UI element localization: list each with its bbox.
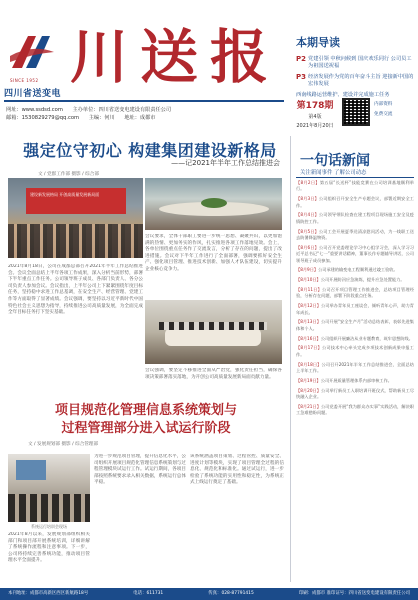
- news-item-date: 【8月3日】: [296, 196, 319, 202]
- logo-org-name: 四川省送变电: [4, 89, 62, 99]
- news-item[interactable]: [296, 336, 414, 342]
- page-footer: [0, 588, 418, 600]
- news-item-text: 公司党委开展“我为群众办实事”实践活动，解决职工急难愁盼问题。: [296, 403, 414, 416]
- news-item-date: 【8月13日】: [296, 319, 321, 325]
- issue-info: [290, 98, 340, 129]
- issue-date: 2021年8月20日: [296, 123, 334, 129]
- news-section-subtitle: 关注新闻事件 了解公司动态: [300, 170, 367, 176]
- news-item[interactable]: [296, 319, 414, 332]
- news-item-date: 【8月11日】: [296, 287, 322, 293]
- article1-column-2: 会议要求，全体干部职工要进一步统一思想、凝聚共识，以更加饱满的热情、更加务实的作风，扎实推进各项工作落地见效。会上，各单位围绕重点任务作了交流发言，分析了存在的问题，提出了改进措施。会议对下半年工作进行了全面部署，强调要抓好安全生产、强化项目管理、推进技术创新、加强人才队伍建设，切实提升企业核心竞争力。: [145, 234, 282, 272]
- article2-photo-training: [8, 454, 90, 522]
- news-item-date: 【8月20日】: [296, 387, 321, 393]
- article2-column-2: 该系统涵盖项目策划、过程管控、质量安全、进度计划等模块，实现了项目管理全过程的信息化、规范化和标准化。通过试运行，进一步检验了系统功能的实用性和稳定性，为系统正式上线运行奠定了基础。: [190, 454, 284, 486]
- news-item-date: 【8月16日】: [296, 335, 321, 341]
- news-item[interactable]: [296, 362, 414, 375]
- news-item-text: 公司领导带队检查在建工程项目现场施工安全及疫情防控工作。: [296, 212, 414, 224]
- brief-title: 本期导读: [296, 36, 340, 49]
- news-section-title: 一句话新闻: [300, 153, 370, 169]
- article2-headline-line2: 过程管理部分进入试运行阶段: [61, 421, 231, 436]
- article1-photo-conference: [145, 178, 282, 230]
- brief-page-number: P2: [296, 55, 307, 63]
- logo-since: SINCE 1952: [10, 78, 39, 83]
- footer-address: 本刊地址：成都市高新区西区新航路18号: [8, 591, 89, 596]
- news-item-date: 【8月19日】: [296, 377, 321, 383]
- company-logo: [6, 26, 58, 78]
- news-item[interactable]: [296, 404, 414, 417]
- news-item-date: 【8月21日】: [296, 403, 321, 409]
- brief-item-text: 经济发展作为党的百年奋斗主旨 迎接新中国的宏伟发展: [308, 74, 414, 87]
- article1-column-1: 2021年8月18日，公司在成都总部召开2021年半年工作总结推进会。会议全面总结上半年各项工作成果，深入分析当前形势，部署下半年重点工作任务。公司领导班子成员、各部门负责人、各分公司负责人参加会议。会议指出，上半年公司上下紧紧围绕年度目标任务，坚持稳中求进工作总基调，在安全生产、经营管理、党建工作等方面取得了显著成绩。会议强调，要坚持以习近平新时代中国特色社会主义思想为指导，持续推进公司高质量发展，为全面完成全年目标任务打下坚实基础。: [8, 264, 143, 316]
- news-item[interactable]: [296, 345, 414, 358]
- news-item[interactable]: [296, 303, 414, 316]
- article2-byline: 文 / 发展规划部 摄影 / 综合管理部: [28, 442, 99, 447]
- email-text: 邮箱：1530829279@qq.com: [6, 115, 80, 121]
- sponsor-text: 主办单位：四川省送变电建设有限责任公司: [72, 107, 172, 113]
- brief-extra: 西南线路运营维护、建设并完成施工任务: [296, 92, 390, 98]
- news-item-text: 公司承建的输变电工程顺利通过竣工验收。: [318, 267, 398, 273]
- article1-headline[interactable]: 强定位守初心 构建集团建设新格局: [23, 141, 277, 160]
- news-item-date: 【8月9日】: [296, 267, 319, 273]
- news-item-date: 【8月6日】: [296, 244, 319, 250]
- news-item[interactable]: [296, 378, 414, 384]
- news-item-text: 公司工会开展夏季送清凉慰问活动，为一线职工送去防暑降温物资。: [296, 228, 414, 241]
- news-item[interactable]: [296, 287, 414, 300]
- editor-text: 主编：何川: [88, 115, 115, 121]
- brief-item[interactable]: [296, 74, 414, 88]
- news-section-rule: [296, 177, 414, 178]
- issue-edition: 第4版: [308, 114, 322, 120]
- article2-headline[interactable]: [8, 402, 284, 438]
- news-item[interactable]: [296, 229, 414, 242]
- news-item-text: 公司举办青年员工座谈会，倾听青年心声，助力青年成长。: [296, 303, 414, 315]
- photo-table: [165, 328, 261, 346]
- news-item-text: 公司开展“安全生产月”活动总结表彰，表彰先进集体和个人。: [296, 319, 414, 331]
- news-item[interactable]: [296, 267, 414, 273]
- footer-phone: 电话：611731: [133, 591, 164, 596]
- article2-column-3: 2021年8月以来，发展规划部组织相关部门和项目部开展系统培训，详细讲解了系统操作流程和注意事项。下一步，公司将持续完善系统功能，推动项目管理水平全面提升。: [8, 532, 90, 564]
- photo-audience: [8, 494, 90, 522]
- footer-print: 印刷：成都市 准印证号：四川省送变电建设有限责任公司: [298, 591, 410, 596]
- news-item-date: 【8月2日】: [296, 180, 320, 185]
- masthead-rule: [4, 100, 284, 102]
- news-item-date: 【8月10日】: [296, 277, 321, 283]
- photo-screen: [16, 460, 46, 480]
- website-text: 网址：www.ssdsd.com: [6, 107, 63, 113]
- news-item-text: 公司技术中心牵头完成多项技术创新成果申报工作。: [296, 345, 414, 357]
- qr-note-line: 内部资料: [374, 102, 393, 107]
- article1-subtitle: ——记2021年半年工作总结推进会: [171, 159, 280, 167]
- article1-byline: 文 / 党群工作部 摄影 / 综合部: [38, 172, 99, 177]
- news-item-text: 公司举行新员工入职培训开班仪式，帮助新员工尽快融入企业。: [296, 387, 414, 400]
- column-divider: [290, 136, 291, 582]
- news-item-text: 公司组织开展廉洁从业专题教育，筑牢思想防线。: [320, 335, 413, 341]
- news-item-text: 公司召开项目管理工作推进会，总结项目管理经验，分析存在问题，部署下阶段重点任务。: [296, 287, 414, 299]
- news-item-date: 【8月12日】: [296, 303, 321, 309]
- photo-banner-text: 建设新发展格局 开创高质量发展新局面: [30, 192, 100, 197]
- news-item-date: 【8月18日】: [296, 361, 322, 367]
- masthead-info: [6, 106, 286, 122]
- issue-brief: [296, 34, 414, 99]
- article1-photo-meeting-banner: [8, 178, 143, 258]
- photo-crowd: [8, 224, 143, 258]
- news-item-text: 公司召开2021年半年工作总结推进会，全面总结上半年工作。: [296, 361, 414, 374]
- article1-column-3: 会议强调，要坚定不移推进全面从严治党，强化责任担当，确保各项决策部署落实落地，为开创公司高质量发展新局面贡献力量。: [145, 368, 282, 380]
- article2-photo-caption: 系统运行培训会现场: [31, 524, 67, 529]
- issue-number: 第178期: [296, 101, 334, 111]
- news-item-date: 【8月17日】: [296, 345, 322, 351]
- brief-item-text: 党建引领 中秋问候到 国庆欢乐同行 公司员工为祖国送祝福: [308, 56, 412, 69]
- article2-column-1: 为进一步规范项目管理，提升信息化水平，公司组织开展项目规范化管理信息系统策划与过程管理模块试运行工作。试运行期间，各项目部按照系统要求录入相关数据，系统运行总体平稳。: [94, 454, 186, 486]
- photo-plant: [201, 198, 227, 208]
- news-item[interactable]: [296, 277, 414, 283]
- news-item-text: 公司召开党委理论学习中心组学习会，深入学习习近平总书记“七一”重要讲话精神，董事长作专题辅导讲话，公司领导班子成员参加。: [296, 244, 414, 263]
- news-list: [296, 180, 414, 576]
- news-item[interactable]: [296, 212, 414, 225]
- news-item-date: 【8月4日】: [296, 212, 319, 218]
- news-item[interactable]: [296, 180, 414, 193]
- news-item[interactable]: [296, 388, 414, 401]
- news-item-text: 公司组织召开安全生产专题会议，部署近期安全工作。: [296, 196, 414, 208]
- news-item[interactable]: [296, 245, 414, 264]
- qr-code[interactable]: [342, 98, 370, 126]
- brief-page-number: P3: [296, 73, 307, 81]
- article1-photo-roundtable: [145, 300, 282, 364]
- brief-item[interactable]: [296, 56, 414, 70]
- photo-people: [159, 322, 267, 330]
- news-item[interactable]: [296, 196, 414, 209]
- qr-note: [374, 100, 414, 120]
- news-item-text: 第五届“长送杯”技能竞赛在公司培训基地顺利举行。: [296, 180, 414, 192]
- news-item-date: 【8月5日】: [296, 228, 319, 234]
- address-text: 地址：成都市: [124, 115, 156, 121]
- news-item-text: 公司开展防汛应急演练，提升应急处置能力。: [320, 277, 405, 283]
- qr-note-line: 免费交流: [374, 112, 393, 117]
- article2-headline-line1: 项目规范化管理信息系统策划与: [54, 403, 237, 418]
- footer-fax: 传真：028-87791415: [208, 591, 254, 596]
- news-item-text: 公司开展质量管理体系内部审核工作。: [320, 377, 392, 383]
- masthead-title: 川送报: [70, 23, 281, 91]
